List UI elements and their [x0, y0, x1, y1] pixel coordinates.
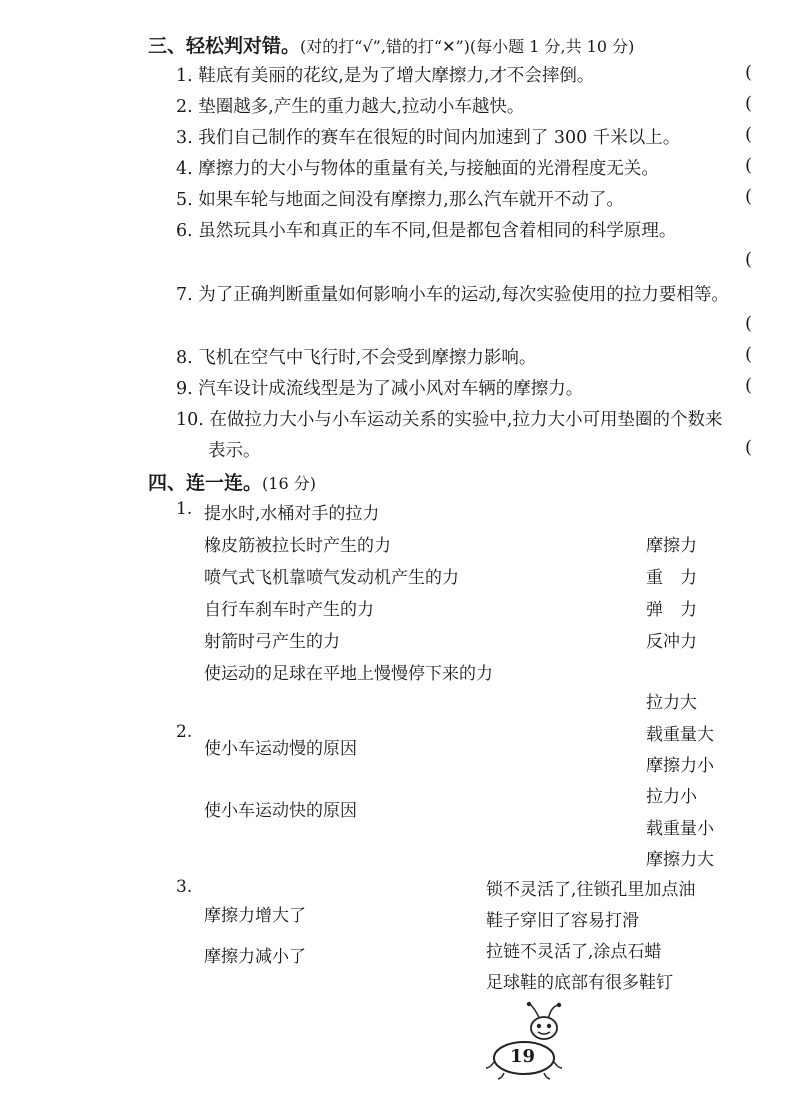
judge-item-3: 3. 我们自己制作的赛车在很短的时间内加速到了 300 千米以上。: [176, 128, 681, 148]
match-q1-right-2[interactable]: 重 力: [646, 568, 697, 588]
match-q3-right-1[interactable]: 锁不灵活了,往锁孔里加点油: [486, 880, 696, 900]
match-q2-right-1[interactable]: 拉力大: [646, 693, 697, 713]
answer-paren-1[interactable]: (: [745, 62, 753, 83]
match-q2-right-5[interactable]: 载重量小: [646, 819, 714, 839]
section4-title-text: 四、连一连。: [148, 472, 263, 494]
match-q3-left-2[interactable]: 摩擦力减小了: [204, 947, 306, 967]
answer-paren-6[interactable]: (: [745, 249, 753, 270]
judge-item-9: 9. 汽车设计成流线型是为了减小风对车辆的摩擦力。: [176, 379, 584, 399]
page-number: 19: [510, 1046, 536, 1067]
answer-paren-9[interactable]: (: [745, 375, 753, 396]
match-q2-right-3[interactable]: 摩擦力小: [646, 756, 714, 776]
answer-paren-5[interactable]: (: [745, 186, 753, 207]
match-q1-left-3[interactable]: 喷气式飞机靠喷气发动机产生的力: [204, 568, 459, 588]
match-q2-right-4[interactable]: 拉力小: [646, 787, 697, 807]
answer-paren-4[interactable]: (: [745, 155, 753, 176]
match-q1-left-2[interactable]: 橡皮筋被拉长时产生的力: [204, 536, 391, 556]
page-number-badge: [470, 1000, 590, 1080]
section4-note: (16 分): [262, 474, 316, 493]
judge-item-8: 8. 飞机在空气中飞行时,不会受到摩擦力影响。: [176, 348, 537, 368]
judge-item-10: 10. 在做拉力大小与小车运动关系的实验中,拉力大小可用垫圈的个数来: [176, 410, 723, 430]
match-q1-left-6[interactable]: 使运动的足球在平地上慢慢停下来的力: [204, 664, 493, 684]
match-q1-right-3[interactable]: 弹 力: [646, 600, 697, 620]
match-q2-left-1[interactable]: 使小车运动慢的原因: [204, 739, 357, 759]
judge-item-4: 4. 摩擦力的大小与物体的重量有关,与接触面的光滑程度无关。: [176, 159, 659, 179]
judge-item-10-cont: 表示。: [208, 441, 261, 461]
match-q3-right-3[interactable]: 拉链不灵活了,涂点石蜡: [486, 942, 662, 962]
answer-paren-7[interactable]: (: [745, 313, 753, 334]
match-q3-right-4[interactable]: 足球鞋的底部有很多鞋钉: [486, 973, 673, 993]
match-q1-right-1[interactable]: 摩擦力: [646, 536, 697, 556]
bug-mascot-icon: [470, 1000, 590, 1080]
answer-paren-2[interactable]: (: [745, 93, 753, 114]
match-q2-number: 2.: [176, 722, 193, 742]
judge-item-2: 2. 垫圈越多,产生的重力越大,拉动小车越快。: [176, 97, 525, 117]
judge-item-5: 5. 如果车轮与地面之间没有摩擦力,那么汽车就开不动了。: [176, 190, 624, 210]
match-q1-left-5[interactable]: 射箭时弓产生的力: [204, 632, 340, 652]
judge-item-7: 7. 为了正确判断重量如何影响小车的运动,每次实验使用的拉力要相等。: [176, 285, 729, 305]
answer-paren-8[interactable]: (: [745, 344, 753, 365]
judge-item-6: 6. 虽然玩具小车和真正的车不同,但是都包含着相同的科学原理。: [176, 221, 677, 241]
match-q3-left-1[interactable]: 摩擦力增大了: [204, 906, 306, 926]
section4-title: [148, 468, 316, 495]
answer-paren-10[interactable]: (: [745, 437, 753, 458]
answer-paren-3[interactable]: (: [745, 124, 753, 145]
section3-note: (对的打“√”,错的打“✕”)(每小题 1 分,共 10 分): [300, 37, 635, 56]
match-q2-right-2[interactable]: 载重量大: [646, 725, 714, 745]
match-q1-number: 1.: [176, 499, 193, 519]
match-q2-left-2[interactable]: 使小车运动快的原因: [204, 801, 357, 821]
match-q3-number: 3.: [176, 877, 193, 897]
judge-item-1: 1. 鞋底有美丽的花纹,是为了增大摩擦力,才不会摔倒。: [176, 66, 595, 86]
match-q1-left-1[interactable]: 提水时,水桶对手的拉力: [204, 504, 380, 524]
match-q3-right-2[interactable]: 鞋子穿旧了容易打滑: [486, 911, 639, 931]
match-q1-left-4[interactable]: 自行车刹车时产生的力: [204, 600, 374, 620]
match-q2-right-6[interactable]: 摩擦力大: [646, 850, 714, 870]
section3-title: [148, 31, 634, 58]
section3-title-text: 三、轻松判对错。: [148, 35, 301, 57]
match-q1-right-4[interactable]: 反冲力: [646, 632, 697, 652]
